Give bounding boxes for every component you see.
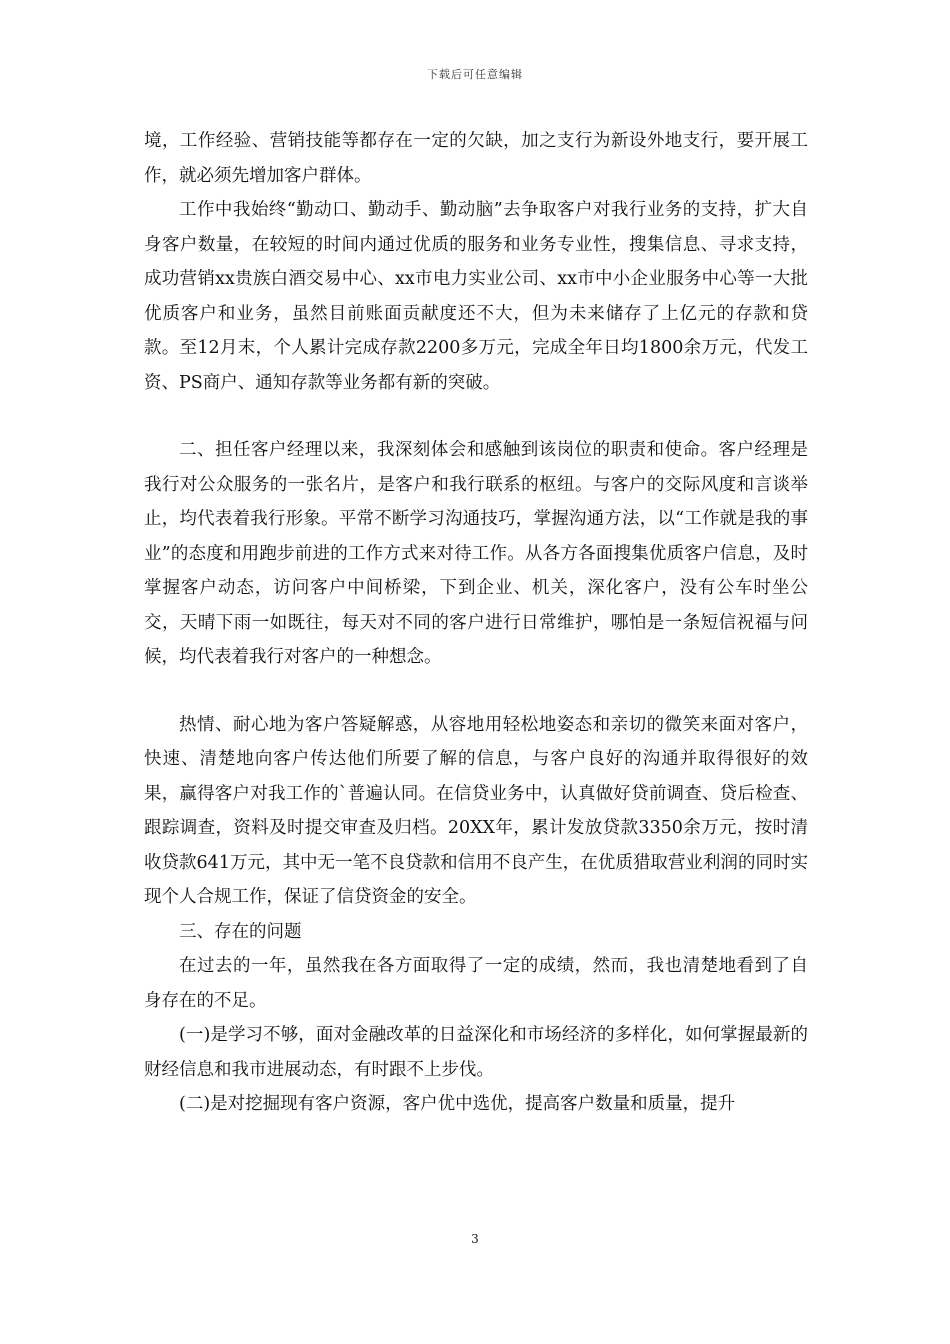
- section-heading-problems: 三、存在的问题: [179, 921, 302, 942]
- paragraph-customer-service: 热情、耐心地为客户答疑解惑，从容地用轻松地姿态和亲切的微笑来面对客户，快速、清楚地向客户传达他们所要了解的信息，与客户良好的沟通并取得很好的效果，赢得客户对我工作的`普遍认同。在信贷业务中，认真做好贷前调查、贷后检查、跟踪调查，资料及时提交审查及归档。20XX年，累计发放贷款3350余万元，按时清收贷款641万元，其中无一笔不良贷款和信用不良产生，在优质猎取营业利润的同时实现个人合规工作，保证了信贷资金的安全。: [144, 714, 808, 907]
- paragraph-problem-two: (二)是对挖掘现有客户资源，客户优中选优，提高客户数量和质量，提升: [179, 1094, 736, 1114]
- page-number: 3: [471, 1232, 479, 1246]
- paragraph-work-summary: 工作中我始终“勤动口、勤动手、勤动脑”去争取客户对我行业务的支持，扩大自身客户数量，在较短的时间内通过优质的服务和业务专业性，搜集信息、寻求支持，成功营销xx贵族白酒交易中心、xx市电力实业公司、xx市中小企业服务中心等一大批优质客户和业务，虽然目前账面贡献度还不大，但为未来储存了上亿元的存款和贷款。至12月末，个人累计完成存款2200多万元，完成全年日均1800余万元，代发工资、PS商户、通知存款等业务都有新的突破。: [144, 200, 808, 393]
- paragraph-problems-intro: 在过去的一年，虽然我在各方面取得了一定的成绩，然而，我也清楚地看到了自身存在的不足。: [144, 956, 808, 1011]
- paragraph-section-two: 二、担任客户经理以来，我深刻体会和感触到该岗位的职责和使命。客户经理是我行对公众服务的一张名片，是客户和我行联系的枢纽。与客户的交际风度和言谈举止，均代表着我行形象。平常不断学习沟通技巧，掌握沟通方法，以“工作就是我的事业”的态度和用跑步前进的工作方式来对待工作。从各方各面搜集优质客户信息，及时掌握客户动态，访问客户中间桥梁，下到企业、机关，深化客户，没有公车时坐公交，天晴下雨一如既往，每天对不同的客户进行日常维护，哪怕是一条短信祝福与问候，均代表着我行对客户的一种想念。: [144, 440, 808, 667]
- paragraph-continuation: 境，工作经验、营销技能等都存在一定的欠缺，加之支行为新设外地支行，要开展工作，就必须先增加客户群体。: [144, 131, 808, 186]
- paragraph-problem-one: (一)是学习不够，面对金融改革的日益深化和市场经济的多样化，如何掌握最新的财经信息和我市进展动态，有时跟不上步伐。: [144, 1025, 808, 1080]
- document-body: [144, 124, 808, 1122]
- page-header: 下载后可任意编辑: [427, 68, 523, 81]
